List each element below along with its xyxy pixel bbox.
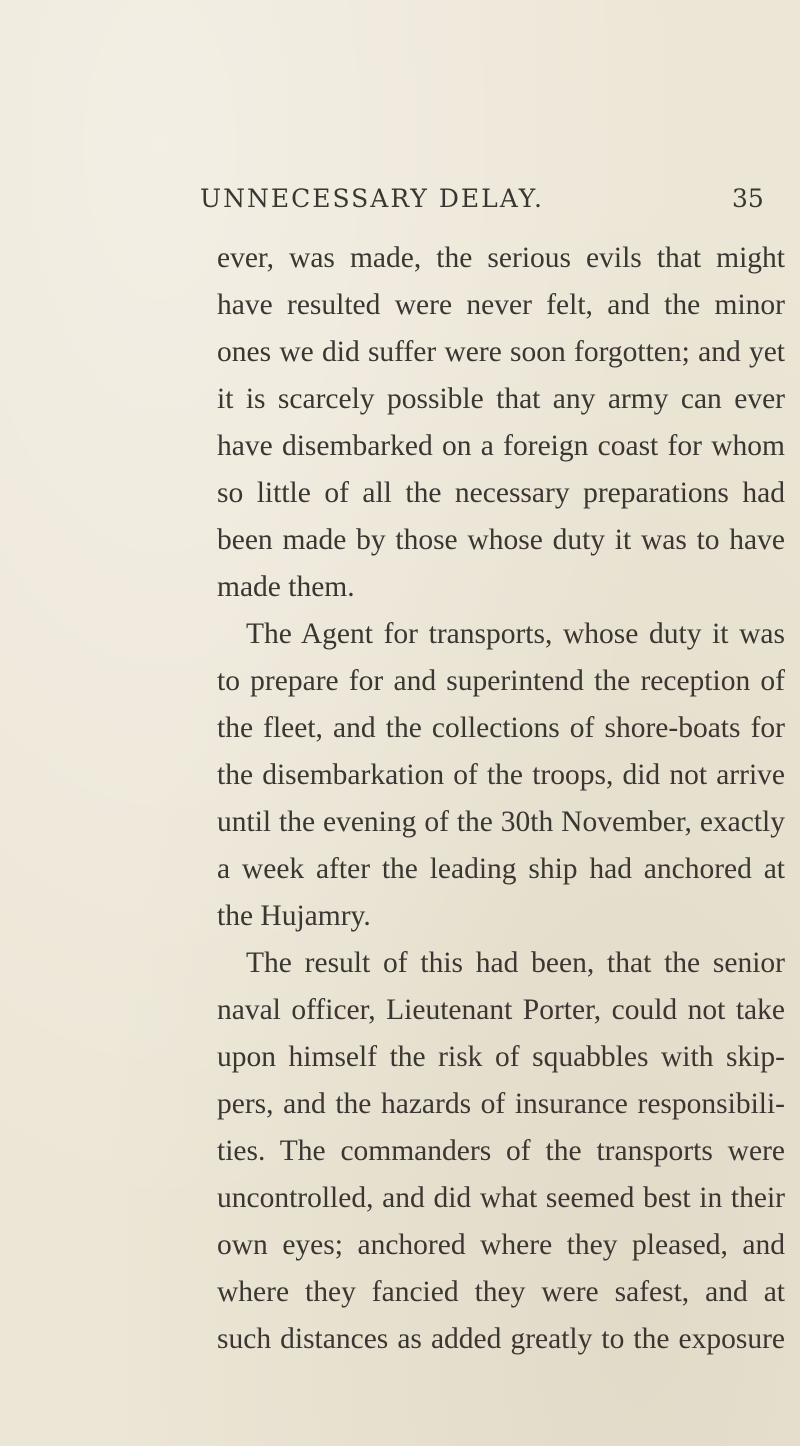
text-line: uncontrolled, and did what seemed best in their <box>217 1182 785 1214</box>
text-line: the disembarkation of the troops, did not arrive <box>217 759 785 791</box>
running-head <box>0 184 800 224</box>
text-line: to prepare for and superintend the reception of <box>217 665 785 697</box>
text-line: been made by those whose duty it was to have <box>217 524 785 556</box>
text-line: the fleet, and the collections of shore-boats for <box>217 712 785 744</box>
text-line: a week after the leading ship had anchored at <box>217 853 785 885</box>
text-line: ever, was made, the serious evils that might <box>217 242 785 274</box>
text-line: until the evening of the 30th November, exactly <box>217 806 785 838</box>
page-number: 35 <box>732 184 764 213</box>
text-line: it is scarcely possible that any army can ever <box>217 383 785 415</box>
text-line: where they fancied they were safest, and at <box>217 1276 785 1308</box>
text-line: ties. The commanders of the transports were <box>217 1135 785 1167</box>
text-line: the Hujamry. <box>217 900 371 932</box>
text-line: own eyes; anchored where they pleased, and <box>217 1229 785 1261</box>
text-line: have disembarked on a foreign coast for whom <box>217 430 785 462</box>
text-line: have resulted were never felt, and the minor <box>217 289 785 321</box>
text-line: made them. <box>217 571 355 603</box>
paragraph-first-line: The result of this had been, that the senior <box>246 947 785 979</box>
text-line: pers, and the hazards of insurance responsibili- <box>217 1088 785 1120</box>
text-line: naval officer, Lieutenant Porter, could not take <box>217 994 785 1026</box>
text-line: so little of all the necessary preparations had <box>217 477 785 509</box>
paragraph-first-line: The Agent for transports, whose duty it was <box>246 618 785 650</box>
text-line: such distances as added greatly to the exposure <box>217 1323 785 1355</box>
running-title: UNNECESSARY DELAY. <box>200 184 544 213</box>
text-line: upon himself the risk of squabbles with skip- <box>217 1041 785 1073</box>
text-line: ones we did suffer were soon forgotten; and yet <box>217 336 785 368</box>
